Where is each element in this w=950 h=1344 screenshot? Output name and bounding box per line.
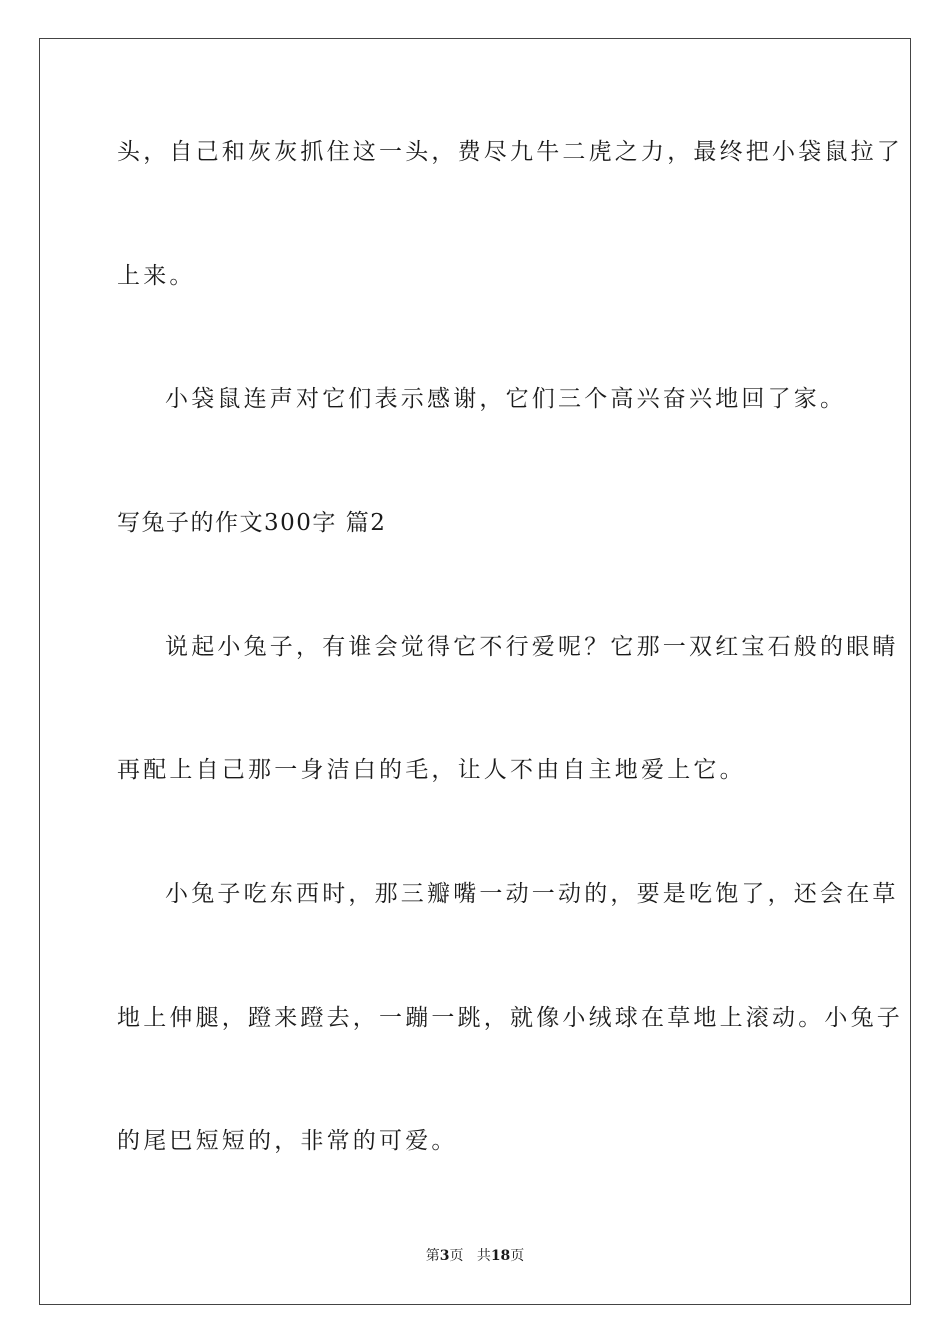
text-line-9: 的尾巴短短的，非常的可爱。 [117,1128,458,1154]
text-line-6: 再配上自己那一身洁白的毛，让人不由自主地爱上它。 [117,757,746,783]
text-line-7: 小兔子吃东西时，那三瓣嘴一动一动的，要是吃饱了，还会在草 [165,881,899,907]
text-line-1: 头，自己和灰灰抓住这一头，费尽九牛二虎之力，最终把小袋鼠拉了 [117,139,903,165]
total-pages: 18 [490,1248,511,1264]
total-prefix: 共 [476,1248,491,1264]
page-border [39,38,911,1305]
text-line-2: 上来。 [117,263,196,289]
text-line-5: 说起小兔子，有谁会觉得它不行爱呢？它那一双红宝石般的眼睛 [165,634,899,660]
page-footer [0,1247,950,1265]
total-suffix: 页 [510,1248,525,1264]
page-suffix: 页 [449,1248,464,1264]
page-number: 3 [439,1248,450,1264]
section-heading: 写兔子的作文300字 篇2 [117,510,387,536]
text-line-8: 地上伸腿，蹬来蹬去，一蹦一跳，就像小绒球在草地上滚动。小兔子 [117,1005,903,1031]
text-line-3: 小袋鼠连声对它们表示感谢，它们三个高兴奋兴地回了家。 [165,386,847,412]
page-prefix: 第 [425,1248,440,1264]
